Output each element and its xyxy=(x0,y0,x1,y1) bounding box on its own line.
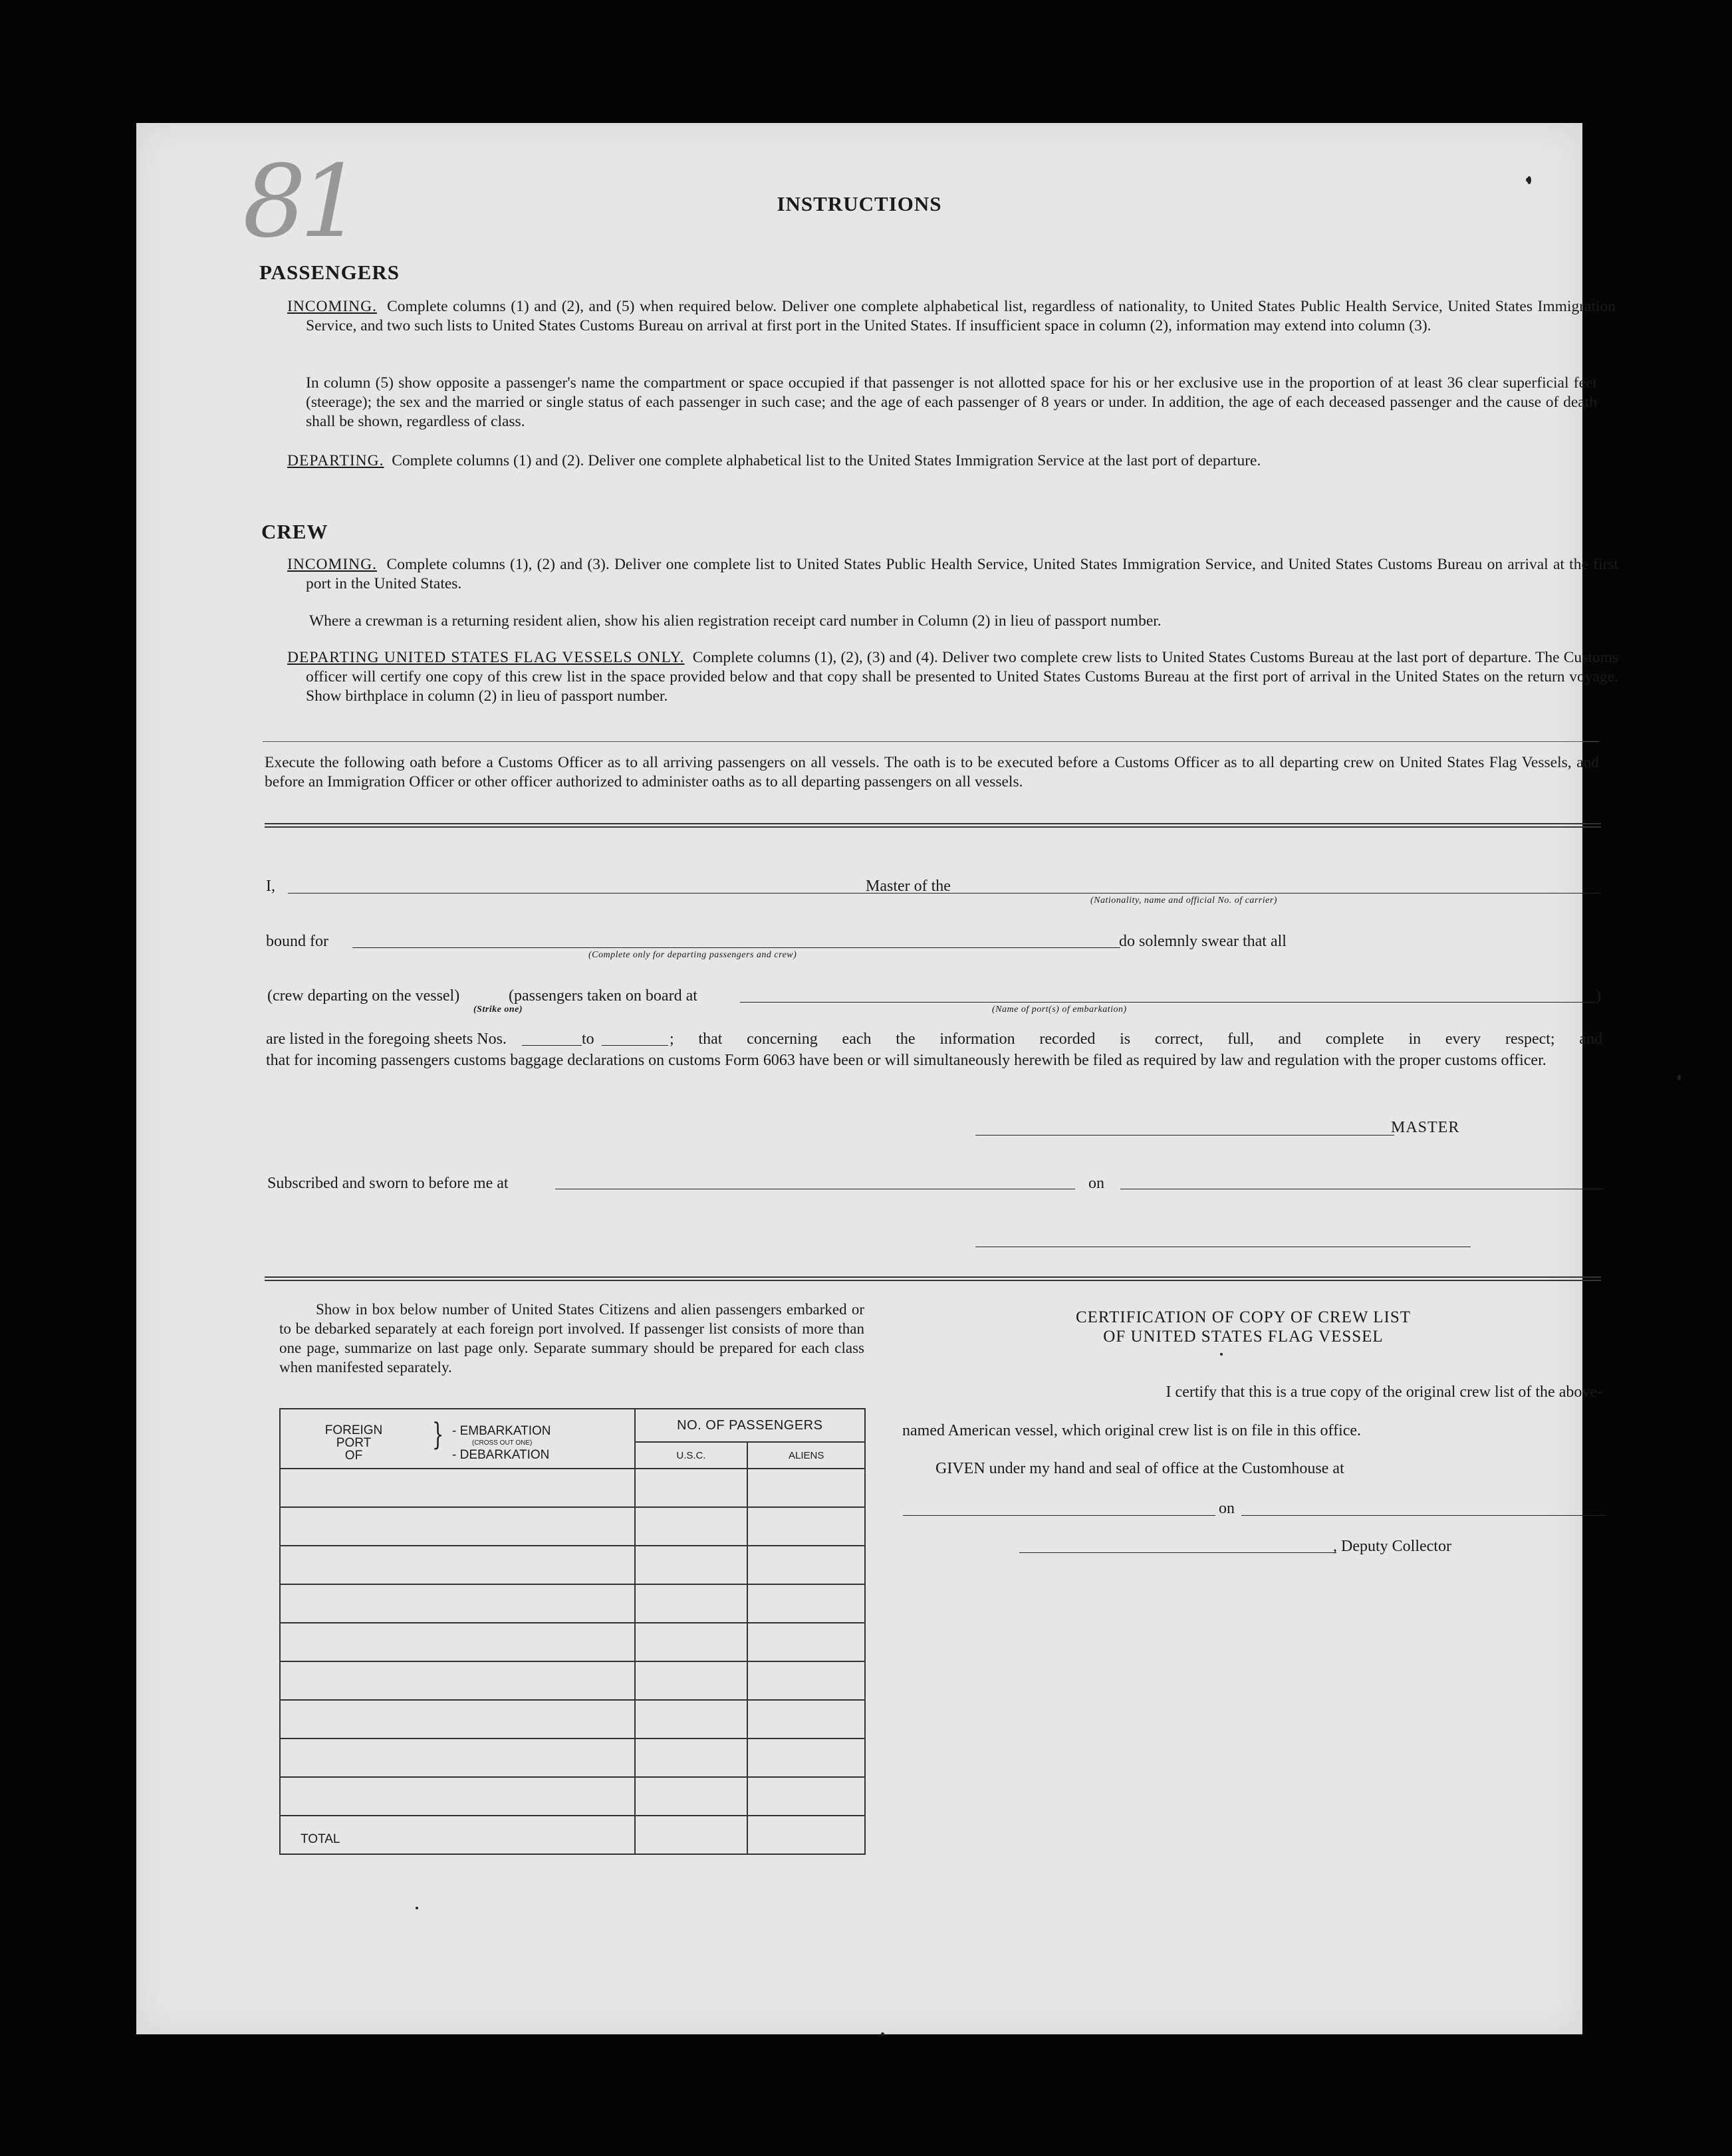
oath-instructions: Execute the following oath before a Customs Officer as to all arriving passengers on all vessels. The oath is to be executed before a Customs Officer as to all departing crew on United States Flag Vessels, and before an Immigration Officer or other officer authorized to administer oaths as to all departing passengers on all vessels. xyxy=(265,754,1599,790)
scan-speck xyxy=(881,2032,884,2036)
passengers-column5-paragraph: In column (5) show opposite a passenger's name the compartment or space occupied if that passenger is not allotted space for his or her exclusive use in the proportion of at least 36 clear superficial feet (steerage); the sex and the married or single status of each passenger in such case; and the age of each passenger of 8 years or under. In addition, the age of each deceased passenger and the cause of death shall be shown, regardless of class. xyxy=(306,374,1597,430)
aliens-header: ALIENS xyxy=(747,1442,865,1469)
passengers-incoming-lead: INCOMING. xyxy=(287,298,377,315)
given-line: GIVEN under my hand and seal of office at the Customhouse at xyxy=(935,1460,1344,1477)
subscribed-label: Subscribed and sworn to before me at xyxy=(267,1175,509,1192)
sworn-on-label: on xyxy=(1088,1175,1104,1192)
summary-row[interactable] xyxy=(280,1546,865,1584)
summary-row[interactable] xyxy=(280,1700,865,1738)
passengers-heading: PASSENGERS xyxy=(259,261,400,284)
cert-on-label: on xyxy=(1219,1500,1235,1517)
summary-row[interactable] xyxy=(280,1738,865,1777)
sheet-to-line[interactable] xyxy=(602,1045,668,1046)
crew-incoming-lead: INCOMING. xyxy=(287,556,377,573)
summary-row[interactable] xyxy=(280,1507,865,1546)
scan-speck xyxy=(416,1907,418,1909)
divider xyxy=(263,741,1599,742)
crew-incoming-text: Complete columns (1), (2) and (3). Deliver one complete list to United States Public Health Service, United States Immigration Service, and United States Customs Bureau on arrival at the first port in the United States. xyxy=(306,556,1618,592)
passengers-taken-option[interactable]: (passengers taken on board at xyxy=(509,987,697,1005)
scan-speck xyxy=(1527,176,1531,184)
certification-title-1: CERTIFICATION OF COPY OF CREW LIST xyxy=(1075,1308,1412,1326)
certify-line-1: I certify that this is a true copy of the original crew list of the above- xyxy=(1166,1383,1602,1401)
summary-row[interactable] xyxy=(280,1623,865,1661)
port-label: PORT xyxy=(336,1436,372,1450)
swear-label: do solemnly swear that all xyxy=(1119,933,1287,950)
crew-departing-lead: DEPARTING UNITED STATES FLAG VESSELS ONLY. xyxy=(287,649,685,666)
scan-speck xyxy=(1677,1075,1681,1080)
crew-heading: CREW xyxy=(261,520,328,543)
bound-for-label: bound for xyxy=(266,933,328,950)
cross-out-note: (CROSS OUT ONE) xyxy=(472,1439,533,1447)
page-title: INSTRUCTIONS xyxy=(777,192,942,215)
double-rule-2 xyxy=(265,1276,1601,1281)
summary-instructions: Show in box below number of United States Citizens and alien passengers embarked or to be debarked separately at each foreign port involved. If passenger list consists of more than one page, summarize on last page only. Separate summary should be prepared for each class when manifested separately. xyxy=(279,1301,864,1376)
master-of-label: Master of the xyxy=(866,878,951,895)
strike-note: (Strike one) xyxy=(473,1005,523,1015)
passengers-incoming-text: Complete columns (1) and (2), and (5) when required below. Deliver one complete alphabetical list, regardless of nationality, to United States Public Health Service, United States Immigration Service, and two such lists to United States Customs Bureau on arrival at first port in the United States. If insufficient space in column (2), information may extend into column (3). xyxy=(306,298,1616,334)
passengers-incoming-paragraph xyxy=(287,297,1616,336)
close-paren: ) xyxy=(1596,987,1601,1005)
double-rule xyxy=(265,823,1601,828)
certify-line-2: named American vessel, which original crew list is on file in this office. xyxy=(902,1422,1362,1439)
master-signature-line[interactable] xyxy=(975,1135,1394,1136)
complete-note: (Complete only for departing passengers and crew) xyxy=(588,950,797,960)
brace-icon: } xyxy=(432,1416,444,1452)
deputy-signature-line[interactable] xyxy=(1019,1552,1336,1553)
listed-label: are listed in the foregoing sheets Nos. xyxy=(266,1030,507,1048)
summary-total-row[interactable] xyxy=(280,1816,865,1854)
passengers-departing-paragraph xyxy=(287,451,1616,471)
of-label: OF xyxy=(344,1449,363,1463)
form-page xyxy=(136,123,1619,2034)
crew-departing-option[interactable]: (crew departing on the vessel) xyxy=(267,987,460,1005)
debarkation-option[interactable]: - DEBARKATION xyxy=(452,1448,550,1462)
embarkation-ports-line[interactable] xyxy=(740,1002,1596,1003)
summary-row[interactable] xyxy=(280,1584,865,1623)
handwritten-annotation: 81 xyxy=(243,144,356,260)
ports-note: (Name of port(s) of embarkation) xyxy=(992,1005,1127,1015)
foreign-port-header xyxy=(280,1409,635,1469)
foreign-label: FOREIGN xyxy=(324,1423,383,1437)
scan-speck xyxy=(1220,1353,1223,1356)
listed-text-2: that for incoming passengers customs baggage declarations on customs Form 6063 have been or will simultaneously herewith be filed as required by law and regulation with the proper customs officer. xyxy=(266,1052,1546,1069)
crew-departing-text: Complete columns (1), (2), (3) and (4). Deliver two complete crew lists to United States Customs Bureau at the last port of departure. The Customs officer will certify one copy of this crew list in the space provided below and that copy shall be presented to United States Customs Bureau at the first port of arrival in the United States on the return voyage. Show birthplace in column (2) in lieu of passport number. xyxy=(306,649,1619,705)
usc-header: U.S.C. xyxy=(635,1442,748,1469)
to-label: to xyxy=(582,1030,594,1048)
deputy-collector-label: , Deputy Collector xyxy=(1333,1538,1451,1555)
oath-i-label: I, xyxy=(266,878,275,895)
passenger-summary-table xyxy=(279,1408,866,1855)
no-of-passengers-header: NO. OF PASSENGERS xyxy=(635,1409,865,1442)
sheet-from-line[interactable] xyxy=(522,1045,582,1046)
crew-departing-paragraph xyxy=(287,648,1618,706)
crew-resident-paragraph: Where a crewman is a returning resident alien, show his alien registration receipt card number in Column (2) in lieu of passport number. xyxy=(309,612,1162,630)
embarkation-option[interactable]: - EMBARKATION xyxy=(452,1424,551,1438)
summary-row[interactable] xyxy=(280,1661,865,1700)
passengers-departing-lead: DEPARTING. xyxy=(287,452,384,469)
crew-incoming-paragraph xyxy=(287,555,1618,594)
passengers-departing-text: Complete columns (1) and (2). Deliver one complete alphabetical list to the United States Immigration Service at the last port of departure. xyxy=(392,452,1261,469)
customhouse-line[interactable] xyxy=(903,1515,1215,1516)
nationality-note: (Nationality, name and official No. of carrier) xyxy=(1090,896,1277,905)
summary-row[interactable] xyxy=(280,1469,865,1507)
summary-row[interactable] xyxy=(280,1777,865,1816)
total-label: TOTAL xyxy=(280,1816,635,1854)
master-label: MASTER xyxy=(1391,1119,1460,1136)
cert-date-line[interactable] xyxy=(1241,1515,1606,1516)
bound-for-line[interactable] xyxy=(352,947,1120,948)
listed-text: ; that concerning each the information recorded is correct, full, and complete in every respect; and xyxy=(670,1030,1602,1048)
carrier-line[interactable] xyxy=(967,893,1600,894)
certification-title-2: OF UNITED STATES FLAG VESSEL xyxy=(1103,1328,1384,1346)
